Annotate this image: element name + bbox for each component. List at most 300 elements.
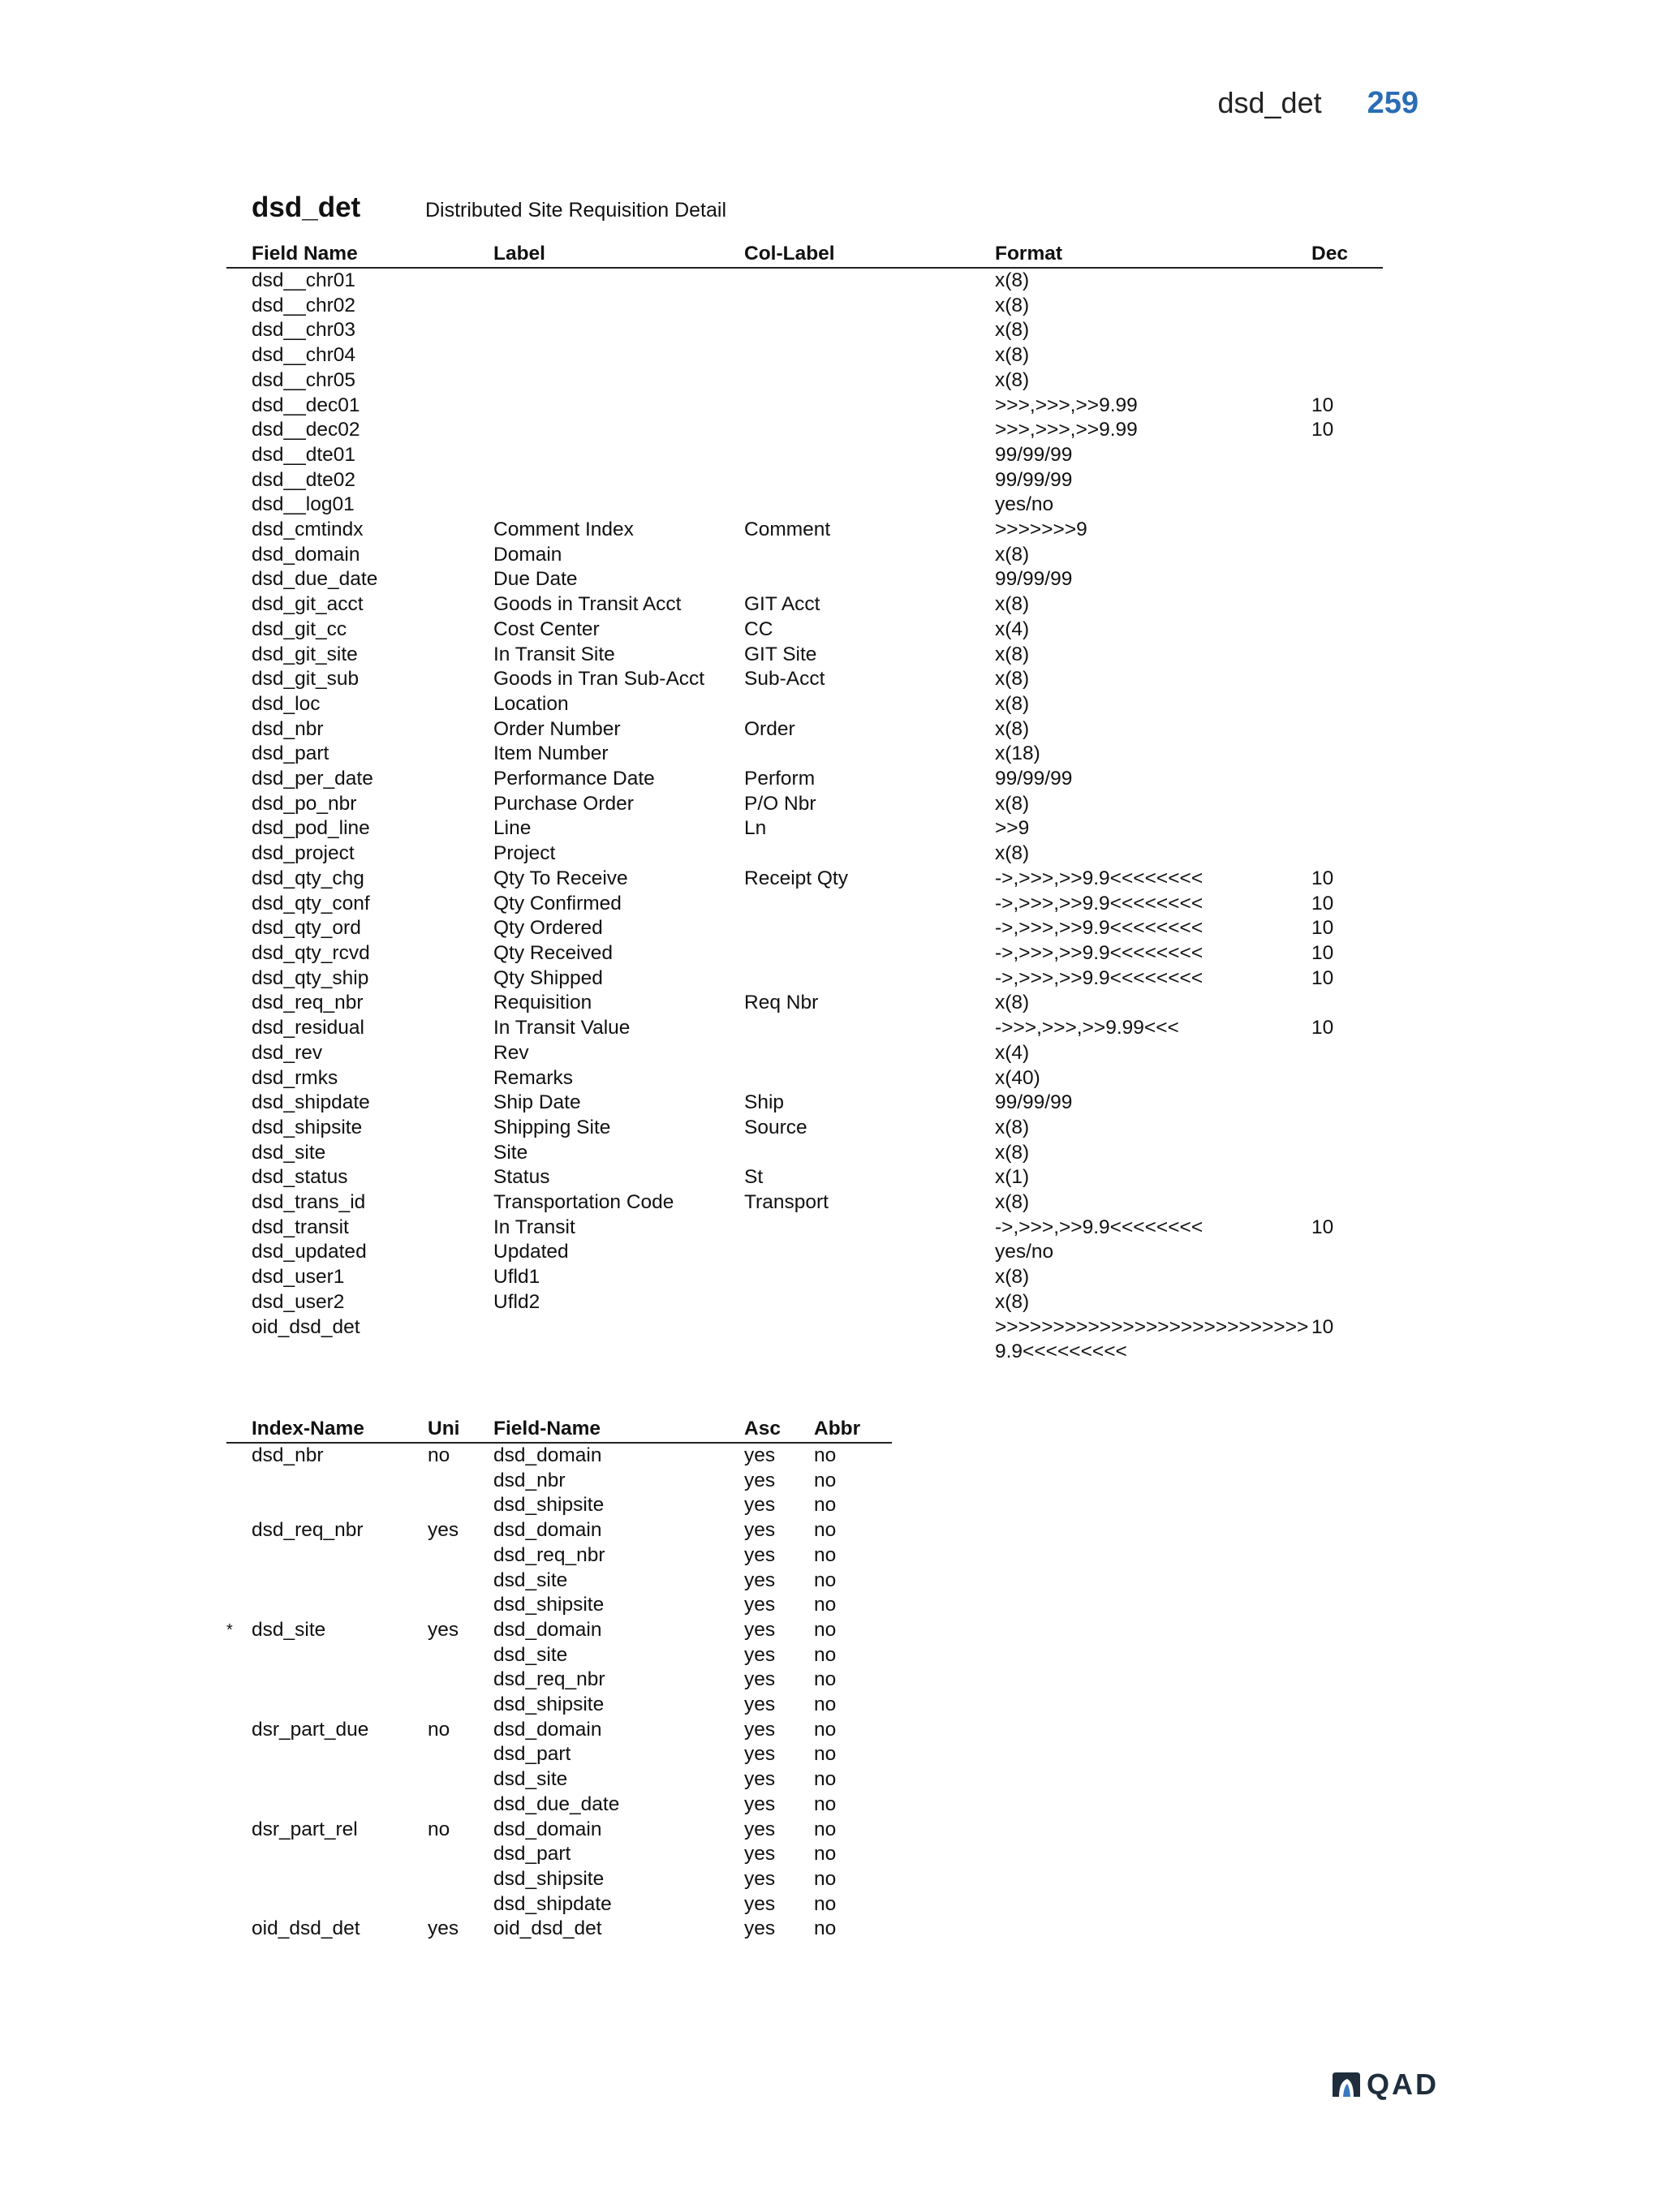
- index-asc-cell: yes: [744, 1668, 776, 1691]
- field-col-label-cell: Req Nbr: [744, 992, 819, 1014]
- index-row: [226, 1818, 892, 1843]
- field-dec-cell: [1311, 1165, 1383, 1190]
- index-name-cell: dsr_part_rel: [252, 1818, 358, 1840]
- index-field-cell: dsd_shipsite: [493, 1594, 605, 1616]
- field-format-cell: x(4): [995, 1041, 1030, 1064]
- field-col-label-cell: Source: [744, 1116, 807, 1138]
- field-format-cell: x(8): [995, 692, 1030, 715]
- index-name-cell: [226, 1867, 428, 1892]
- field-label-cell: Domain: [493, 543, 562, 566]
- index-name-cell: dsr_part_due: [252, 1718, 369, 1741]
- field-dec-cell: [1311, 1066, 1383, 1091]
- index-field-cell: dsd_shipsite: [493, 1494, 605, 1517]
- field-col-label-cell: Sub-Acct: [744, 668, 825, 691]
- field-format-cell: ->,>>>,>>9.9<<<<<<<<: [995, 1216, 1203, 1238]
- index-field-cell: dsd_shipdate: [493, 1892, 612, 1915]
- field-col-label-cell: [744, 1265, 995, 1290]
- field-col-label-cell: Comment: [744, 519, 831, 541]
- index-field-cell: dsd_site: [493, 1768, 568, 1791]
- field-label-cell: Requisition: [493, 992, 592, 1014]
- field-format-cell: 99/99/99: [995, 468, 1073, 491]
- index-asc-cell: yes: [744, 1594, 776, 1616]
- field-dec-cell: [1311, 468, 1383, 493]
- index-row: [226, 1543, 892, 1569]
- field-col-label-cell: [744, 394, 995, 419]
- index-name-cell: [226, 1569, 428, 1594]
- index-name-cell: [226, 1767, 428, 1792]
- field-format-cell: ->,>>>,>>9.9<<<<<<<<: [995, 892, 1203, 914]
- index-row: [226, 1444, 892, 1469]
- field-format-cell: x(8): [995, 1266, 1030, 1289]
- field-name-cell: dsd__chr04: [252, 344, 356, 367]
- index-name-cell: dsd_nbr: [252, 1444, 324, 1466]
- field-name-cell: dsd_po_nbr: [252, 792, 357, 815]
- field-name-cell: dsd_req_nbr: [252, 992, 364, 1014]
- field-row: [226, 1141, 1383, 1166]
- index-asc-cell: yes: [744, 1618, 776, 1641]
- field-name-cell: dsd__chr05: [252, 368, 356, 391]
- index-row: [226, 1493, 892, 1518]
- index-row: [226, 1917, 892, 1942]
- field-name-cell: dsd__chr01: [252, 269, 356, 291]
- field-col-label-cell: [744, 269, 995, 294]
- field-dec-cell: 10: [1311, 917, 1334, 940]
- index-uni-cell: [428, 1792, 493, 1818]
- index-uni-cell: [428, 1469, 493, 1494]
- field-dec-cell: [1311, 567, 1383, 592]
- field-dec-cell: 10: [1311, 1216, 1334, 1238]
- col-header-label: Label: [493, 243, 545, 265]
- index-field-cell: dsd_domain: [493, 1818, 602, 1840]
- index-field-cell: oid_dsd_det: [493, 1917, 602, 1940]
- field-col-label-cell: [744, 692, 995, 717]
- index-field-cell: dsd_due_date: [493, 1792, 620, 1815]
- index-uni-cell: yes: [428, 1519, 459, 1542]
- index-uni-cell: [428, 1668, 493, 1693]
- index-name-cell: [226, 1892, 428, 1917]
- field-name-cell: dsd_residual: [252, 1017, 364, 1039]
- field-row: [226, 318, 1383, 343]
- index-abbr-cell: no: [814, 1867, 837, 1890]
- table-description: Distributed Site Requisition Detail: [425, 199, 727, 222]
- field-name-cell: dsd_nbr: [252, 717, 324, 740]
- field-format-cell: x(8): [995, 792, 1030, 815]
- field-row: [226, 592, 1383, 618]
- field-col-label-cell: [744, 1041, 995, 1066]
- field-rows: [226, 269, 1383, 1365]
- field-format-cell: yes/no: [995, 493, 1054, 516]
- field-name-cell: dsd_qty_chg: [252, 867, 364, 889]
- field-col-label-cell: Perform: [744, 768, 816, 790]
- field-row: [226, 343, 1383, 368]
- index-table-header: [226, 1416, 892, 1444]
- field-row: [226, 792, 1383, 817]
- field-label-cell: Performance Date: [493, 768, 655, 790]
- col-header-col-label: Col-Label: [744, 243, 835, 265]
- field-format-cell: x(40): [995, 1066, 1040, 1089]
- index-name-cell: [226, 1842, 428, 1867]
- field-row: [226, 294, 1383, 319]
- field-format-cell: >>>,>>>,>>9.99: [995, 419, 1138, 441]
- field-format-cell: 99/99/99: [995, 443, 1073, 466]
- field-row: [226, 941, 1383, 966]
- index-name-cell: [226, 1469, 428, 1494]
- field-name-cell: dsd_site: [252, 1141, 326, 1164]
- index-name-cell: oid_dsd_det: [252, 1917, 360, 1940]
- field-col-label-cell: GIT Acct: [744, 593, 820, 616]
- field-format-cell: x(4): [995, 618, 1030, 640]
- index-abbr-cell: no: [814, 1792, 837, 1815]
- field-label-cell: Status: [493, 1166, 550, 1189]
- field-col-label-cell: [744, 1016, 995, 1041]
- index-asc-cell: yes: [744, 1444, 776, 1466]
- index-asc-cell: yes: [744, 1494, 776, 1517]
- field-label-cell: In Transit: [493, 1216, 575, 1238]
- field-format-cell: ->,>>>,>>9.9<<<<<<<<: [995, 941, 1203, 964]
- index-row: [226, 1742, 892, 1767]
- field-format-cell: x(8): [995, 294, 1030, 316]
- index-uni-cell: no: [428, 1444, 450, 1466]
- index-abbr-cell: no: [814, 1668, 837, 1691]
- field-dec-cell: [1311, 1091, 1383, 1116]
- field-format-cell: >>9: [995, 817, 1030, 840]
- field-col-label-cell: [744, 941, 995, 966]
- field-row: [226, 1190, 1383, 1216]
- field-label-cell: Location: [493, 692, 569, 715]
- index-abbr-cell: no: [814, 1494, 837, 1517]
- field-row: [226, 742, 1383, 767]
- index-name-cell: [226, 1693, 428, 1718]
- field-dec-cell: 10: [1311, 394, 1334, 416]
- field-name-cell: dsd_git_sub: [252, 668, 360, 691]
- field-name-cell: dsd__log01: [252, 493, 355, 516]
- field-label-cell: [493, 368, 744, 394]
- index-asc-cell: yes: [744, 1519, 776, 1542]
- field-format-cell: >>>>>>>>>>>>>>>>>>>>>>>>>>>9.9<<<<<<<<<: [995, 1315, 1309, 1363]
- field-label-cell: Updated: [493, 1241, 569, 1263]
- field-dec-cell: [1311, 269, 1383, 294]
- index-name-cell: [226, 1792, 428, 1818]
- field-row: [226, 692, 1383, 717]
- field-dec-cell: [1311, 592, 1383, 618]
- field-dec-cell: [1311, 1141, 1383, 1166]
- index-row: [226, 1792, 892, 1818]
- field-name-cell: dsd_project: [252, 842, 355, 865]
- field-format-cell: 99/99/99: [995, 568, 1073, 591]
- field-row: [226, 1315, 1383, 1365]
- field-dec-cell: [1311, 991, 1383, 1016]
- index-abbr-cell: no: [814, 1768, 837, 1791]
- field-format-cell: x(8): [995, 668, 1030, 691]
- field-col-label-cell: [744, 892, 995, 917]
- table-name: dsd_det: [252, 192, 361, 223]
- field-col-label-cell: Transport: [744, 1191, 829, 1214]
- field-format-cell: ->,>>>,>>9.9<<<<<<<<: [995, 917, 1203, 940]
- field-name-cell: dsd_due_date: [252, 568, 378, 591]
- field-label-cell: Rev: [493, 1041, 529, 1064]
- index-uni-cell: [428, 1842, 493, 1867]
- field-col-label-cell: CC: [744, 618, 773, 640]
- field-label-cell: Qty Shipped: [493, 966, 603, 989]
- index-asc-cell: yes: [744, 1792, 776, 1815]
- col-header-asc: Asc: [744, 1418, 781, 1440]
- field-row: [226, 1165, 1383, 1190]
- index-field-cell: dsd_site: [493, 1643, 568, 1666]
- index-uni-cell: [428, 1767, 493, 1792]
- field-format-cell: ->>>,>>>,>>9.99<<<: [995, 1017, 1179, 1039]
- field-name-cell: dsd_part: [252, 742, 329, 765]
- field-format-cell: x(8): [995, 1141, 1030, 1164]
- field-name-cell: dsd__dec02: [252, 419, 360, 441]
- index-uni-cell: no: [428, 1718, 450, 1741]
- field-dec-cell: [1311, 294, 1383, 319]
- field-dec-cell: [1311, 1041, 1383, 1066]
- field-name-cell: dsd__chr03: [252, 319, 356, 342]
- field-name-cell: dsd__dte01: [252, 443, 356, 466]
- field-label-cell: Due Date: [493, 568, 578, 591]
- field-row: [226, 269, 1383, 294]
- index-field-cell: dsd_req_nbr: [493, 1543, 605, 1566]
- field-label-cell: Qty Ordered: [493, 917, 603, 940]
- table-title: [252, 192, 726, 224]
- index-uni-cell: [428, 1569, 493, 1594]
- field-format-cell: x(8): [995, 269, 1030, 291]
- field-table: [226, 241, 1383, 1365]
- index-abbr-cell: no: [814, 1469, 837, 1491]
- field-dec-cell: [1311, 692, 1383, 717]
- field-col-label-cell: [744, 567, 995, 592]
- field-name-cell: dsd_transit: [252, 1216, 349, 1238]
- field-dec-cell: 10: [1311, 419, 1334, 441]
- field-format-cell: ->,>>>,>>9.9<<<<<<<<: [995, 966, 1203, 989]
- field-format-cell: ->,>>>,>>9.9<<<<<<<<: [995, 867, 1203, 889]
- index-field-cell: dsd_shipsite: [493, 1867, 605, 1890]
- field-dec-cell: [1311, 717, 1383, 742]
- field-name-cell: dsd_git_cc: [252, 618, 347, 640]
- field-col-label-cell: [744, 1066, 995, 1091]
- index-asc-cell: yes: [744, 1917, 776, 1940]
- field-col-label-cell: [744, 1290, 995, 1315]
- index-name-cell: [226, 1668, 428, 1693]
- field-dec-cell: [1311, 667, 1383, 692]
- field-col-label-cell: [744, 1141, 995, 1166]
- index-abbr-cell: no: [814, 1543, 837, 1566]
- field-row: [226, 892, 1383, 917]
- index-abbr-cell: no: [814, 1818, 837, 1840]
- index-asc-cell: yes: [744, 1569, 776, 1591]
- field-name-cell: dsd_cmtindx: [252, 519, 364, 541]
- index-uni-cell: [428, 1643, 493, 1668]
- index-abbr-cell: no: [814, 1618, 837, 1641]
- index-uni-cell: yes: [428, 1917, 459, 1940]
- field-dec-cell: [1311, 643, 1383, 668]
- field-row: [226, 1240, 1383, 1265]
- index-abbr-cell: no: [814, 1892, 837, 1915]
- index-row: [226, 1643, 892, 1668]
- field-row: [226, 468, 1383, 493]
- field-dec-cell: 10: [1311, 941, 1334, 964]
- field-format-cell: x(8): [995, 643, 1030, 665]
- field-name-cell: dsd_qty_conf: [252, 892, 370, 914]
- field-format-cell: x(8): [995, 1290, 1030, 1313]
- field-col-label-cell: Ship: [744, 1091, 785, 1114]
- field-label-cell: Transportation Code: [493, 1191, 674, 1214]
- index-row: [226, 1469, 892, 1494]
- field-format-cell: x(8): [995, 992, 1030, 1014]
- field-row: [226, 368, 1383, 394]
- field-format-cell: >>>>>>>9: [995, 519, 1087, 541]
- field-name-cell: dsd_git_site: [252, 643, 358, 665]
- col-header-index-name: Index-Name: [252, 1418, 364, 1440]
- field-row: [226, 991, 1383, 1016]
- field-col-label-cell: [744, 742, 995, 767]
- field-label-cell: Shipping Site: [493, 1116, 611, 1138]
- index-asc-cell: yes: [744, 1743, 776, 1766]
- field-label-cell: Ufld2: [493, 1290, 540, 1313]
- field-label-cell: Comment Index: [493, 519, 634, 541]
- index-uni-cell: yes: [428, 1618, 459, 1641]
- field-label-cell: Purchase Order: [493, 792, 634, 815]
- index-uni-cell: [428, 1892, 493, 1917]
- index-name-cell: [226, 1543, 428, 1569]
- field-col-label-cell: [744, 468, 995, 493]
- index-asc-cell: yes: [744, 1867, 776, 1890]
- index-table: [226, 1416, 892, 1942]
- page-header: [1217, 86, 1419, 121]
- col-header-uni: Uni: [428, 1418, 460, 1440]
- field-dec-cell: [1311, 816, 1383, 841]
- col-header-field: Field-Name: [493, 1418, 601, 1440]
- field-dec-cell: [1311, 1265, 1383, 1290]
- field-label-cell: In Transit Site: [493, 643, 615, 665]
- col-header-abbr: Abbr: [814, 1418, 861, 1440]
- field-name-cell: dsd_git_acct: [252, 593, 364, 616]
- field-row: [226, 1066, 1383, 1091]
- index-asc-cell: yes: [744, 1843, 776, 1866]
- field-col-label-cell: [744, 294, 995, 319]
- field-name-cell: dsd_shipsite: [252, 1116, 363, 1138]
- field-col-label-cell: [744, 543, 995, 568]
- field-name-cell: dsd_pod_line: [252, 817, 370, 840]
- field-row: [226, 1265, 1383, 1290]
- index-field-cell: dsd_part: [493, 1843, 571, 1866]
- field-format-cell: x(8): [995, 593, 1030, 616]
- field-label-cell: Cost Center: [493, 618, 600, 640]
- field-col-label-cell: [744, 1240, 995, 1265]
- index-abbr-cell: no: [814, 1843, 837, 1866]
- field-name-cell: dsd_loc: [252, 692, 321, 715]
- field-dec-cell: [1311, 493, 1383, 518]
- field-table-header: [226, 241, 1383, 269]
- field-row: [226, 493, 1383, 518]
- field-row: [226, 543, 1383, 568]
- field-label-cell: Goods in Transit Acct: [493, 593, 682, 616]
- field-dec-cell: [1311, 1290, 1383, 1315]
- field-label-cell: Project: [493, 842, 556, 865]
- index-row: [226, 1867, 892, 1892]
- field-name-cell: dsd_per_date: [252, 768, 373, 790]
- field-label-cell: Site: [493, 1141, 528, 1164]
- field-dec-cell: 10: [1311, 1315, 1334, 1338]
- field-col-label-cell: [744, 841, 995, 867]
- field-col-label-cell: P/O Nbr: [744, 792, 816, 815]
- field-row: [226, 916, 1383, 941]
- field-name-cell: dsd_status: [252, 1166, 348, 1189]
- field-label-cell: Ufld1: [493, 1266, 540, 1289]
- field-col-label-cell: [744, 1315, 995, 1365]
- index-name-cell: [226, 1742, 428, 1767]
- field-col-label-cell: Receipt Qty: [744, 867, 848, 889]
- field-label-cell: Goods in Tran Sub-Acct: [493, 668, 705, 691]
- index-field-cell: dsd_shipsite: [493, 1693, 605, 1716]
- index-field-cell: dsd_domain: [493, 1718, 602, 1741]
- index-field-cell: dsd_req_nbr: [493, 1668, 605, 1691]
- field-format-cell: x(1): [995, 1166, 1030, 1189]
- index-field-cell: dsd_site: [493, 1569, 568, 1591]
- field-label-cell: Ship Date: [493, 1091, 581, 1114]
- field-dec-cell: [1311, 543, 1383, 568]
- index-abbr-cell: no: [814, 1718, 837, 1741]
- field-row: [226, 966, 1383, 992]
- index-abbr-cell: no: [814, 1917, 837, 1940]
- index-row: [226, 1767, 892, 1792]
- field-label-cell: Qty Confirmed: [493, 892, 622, 914]
- index-uni-cell: [428, 1493, 493, 1518]
- index-abbr-cell: no: [814, 1569, 837, 1591]
- field-row: [226, 1216, 1383, 1241]
- field-row: [226, 816, 1383, 841]
- field-dec-cell: [1311, 518, 1383, 543]
- index-name-cell: dsd_req_nbr: [252, 1519, 364, 1542]
- field-dec-cell: [1311, 368, 1383, 394]
- field-name-cell: dsd_user2: [252, 1290, 345, 1313]
- index-asc-cell: yes: [744, 1818, 776, 1840]
- field-col-label-cell: [744, 318, 995, 343]
- field-format-cell: x(8): [995, 1116, 1030, 1138]
- field-row: [226, 717, 1383, 742]
- field-label-cell: [493, 294, 744, 319]
- field-row: [226, 643, 1383, 668]
- primary-index-marker: *: [226, 1620, 233, 1639]
- field-name-cell: dsd_trans_id: [252, 1191, 366, 1214]
- index-row: [226, 1569, 892, 1594]
- field-row: [226, 1116, 1383, 1141]
- index-uni-cell: [428, 1593, 493, 1618]
- index-row: [226, 1693, 892, 1718]
- field-col-label-cell: [744, 916, 995, 941]
- field-dec-cell: [1311, 1240, 1383, 1265]
- field-row: [226, 667, 1383, 692]
- field-row: [226, 518, 1383, 543]
- field-format-cell: >>>,>>>,>>9.99: [995, 394, 1138, 416]
- field-col-label-cell: [744, 418, 995, 443]
- field-row: [226, 867, 1383, 892]
- index-asc-cell: yes: [744, 1892, 776, 1915]
- col-header-format: Format: [995, 243, 1063, 265]
- field-label-cell: [493, 418, 744, 443]
- field-label-cell: [493, 493, 744, 518]
- index-row: [226, 1618, 892, 1643]
- field-dec-cell: [1311, 318, 1383, 343]
- field-label-cell: [493, 468, 744, 493]
- field-label-cell: Remarks: [493, 1066, 574, 1089]
- field-dec-cell: [1311, 443, 1383, 468]
- field-row: [226, 394, 1383, 419]
- index-asc-cell: yes: [744, 1469, 776, 1491]
- index-uni-cell: [428, 1742, 493, 1767]
- field-name-cell: dsd__chr02: [252, 294, 356, 316]
- field-dec-cell: [1311, 767, 1383, 792]
